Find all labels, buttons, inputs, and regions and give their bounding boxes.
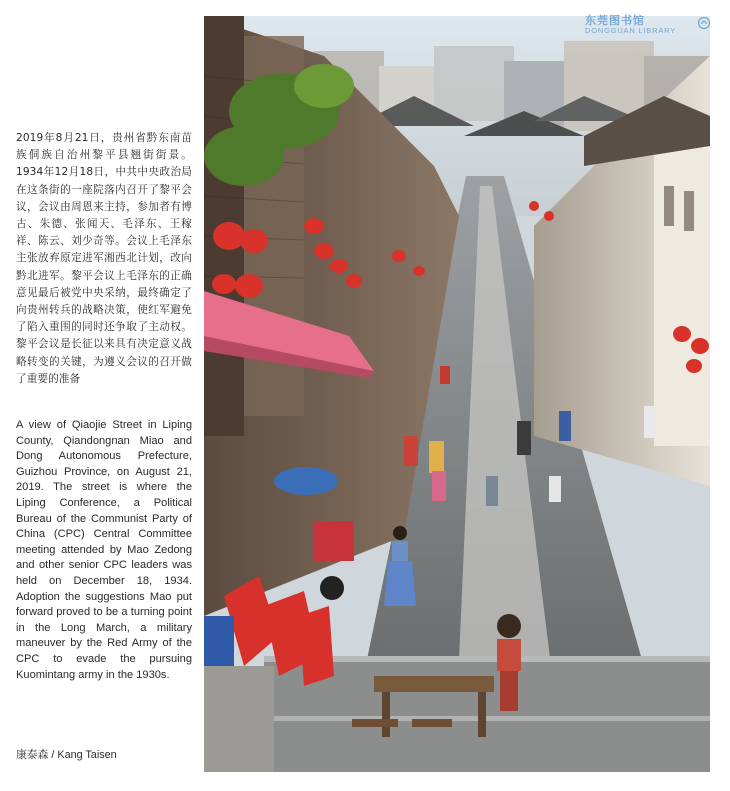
chinese-caption: 2019年8月21日，贵州省黔东南苗族侗族自治州黎平县翘街街景。1934年12月18日，中共中央政治局在这条街的一座院落内召开了黎平会议，会议由周恩来主持，参加者有博古、朱德、张闻天、毛泽东、王稼祥、陈云、刘少奇等。会议上毛泽东主张放弃原定进军湘西北计划，改向黔北进军。黎平会议上毛泽东的正确意见最后被党中央采纳，最终确定了向贵州转兵的战略决策，使红军避免了陷入重围的同时还争取了主动权。黎平会议是长征以来具有决定意义战略转变的关键，为遵义会议的召开做了重要的准备 [16, 132, 192, 385]
watermark-chinese: 东莞图书馆 [585, 14, 645, 27]
watermark-english: DONGGUAN LIBRARY [585, 26, 677, 35]
library-watermark [585, 12, 710, 36]
library-logo-icon [698, 14, 710, 26]
street-photo [204, 16, 710, 772]
english-caption: A view of Qiaojie Street in Liping County, Qiandongnan Miao and Dong Autonomous Prefecture, Guizhou Province, on August 21, 2019. The street is where the Liping Conference, a Political Bureau of the Communist Party of China (CPC) Central Committee meeting attended by Mao Zedong and other senior CPC leaders was held on December 18, 1934. Adoption the suggestions Mao put forward proved to be a turning point in the Long March, a military maneuver by the Red Army of the CPC to evade the pursuing Kuomintang army in the 1930s. [16, 419, 192, 681]
caption-column [16, 130, 192, 683]
photo-credit: 康泰森 / Kang Taisen [16, 749, 117, 761]
